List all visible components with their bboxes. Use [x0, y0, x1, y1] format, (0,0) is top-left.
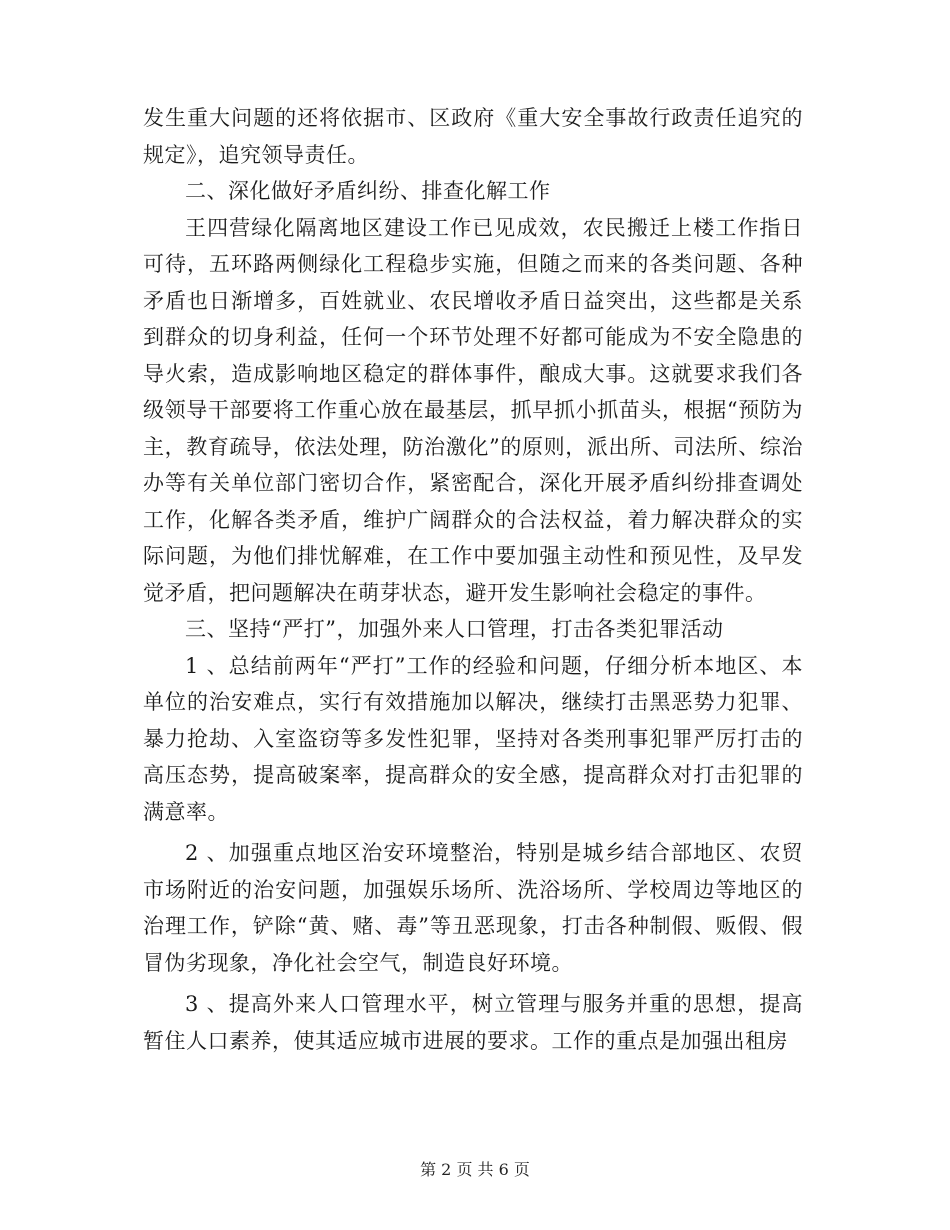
document-body: [143, 100, 803, 1059]
section-heading-3: 三、坚持“严打”，加强外来人口管理，打击各类犯罪活动: [185, 617, 724, 641]
paragraph-item-3: 3 、提高外来人口管理水平，树立管理与服务并重的思想，提高暂住人口素养，使其适应城市进展的要求。工作的重点是加强出租房: [143, 992, 803, 1053]
paragraph-item-1: 1 、总结前两年“严打”工作的经验和问题，仔细分析本地区、本单位的治安难点，实行有效措施加以解决，继续打击黑恶势力犯罪、暴力抢劫、入室盗窃等多发性犯罪，坚持对各类刑事犯罪严厉打击的高压态势，提高破案率，提高群众的安全感，提高群众对打击犯罪的满意率。: [143, 653, 803, 824]
section-heading-2: 二、深化做好矛盾纠纷、排查化解工作: [185, 179, 551, 203]
paragraph-continuation: 发生重大问题的还将依据市、区政府《重大安全事故行政责任追究的规定》，追究领导责任。: [143, 106, 803, 167]
paragraph-conflict-resolution: 王四营绿化隔离地区建设工作已见成效，农民搬迁上楼工作指日可待，五环路两侧绿化工程稳步实施，但随之而来的各类问题、各种矛盾也日渐增多，百姓就业、农民增收矛盾日益突出，这些都是关系到群众的切身利益，任何一个环节处理不好都可能成为不安全隐患的导火索，造成影响地区稳定的群体事件，酿成大事。这就要求我们各级领导干部要将工作重心放在最基层，抓早抓小抓苗头，根据“预防为主，教育疏导，依法处理，防治激化”的原则，派出所、司法所、综治办等有关单位部门密切合作，紧密配合，深化开展矛盾纠纷排查调处工作，化解各类矛盾，维护广阔群众的合法权益，着力解决群众的实际问题，为他们排忧解难，在工作中要加强主动性和预见性，及早发觉矛盾，把问题解决在萌芽状态，避开发生影响社会稳定的事件。: [143, 215, 803, 605]
page-number-footer: 第 2 页 共 6 页: [420, 1160, 530, 1179]
paragraph-item-2: 2 、加强重点地区治安环境整治，特别是城乡结合部地区、农贸市场附近的治安问题，加强娱乐场所、洗浴场所、学校周边等地区的治理工作，铲除“黄、赌、毒”等丑恶现象，打击各种制假、贩假、假冒伪劣现象，净化社会空气，制造良好环境。: [143, 841, 803, 975]
